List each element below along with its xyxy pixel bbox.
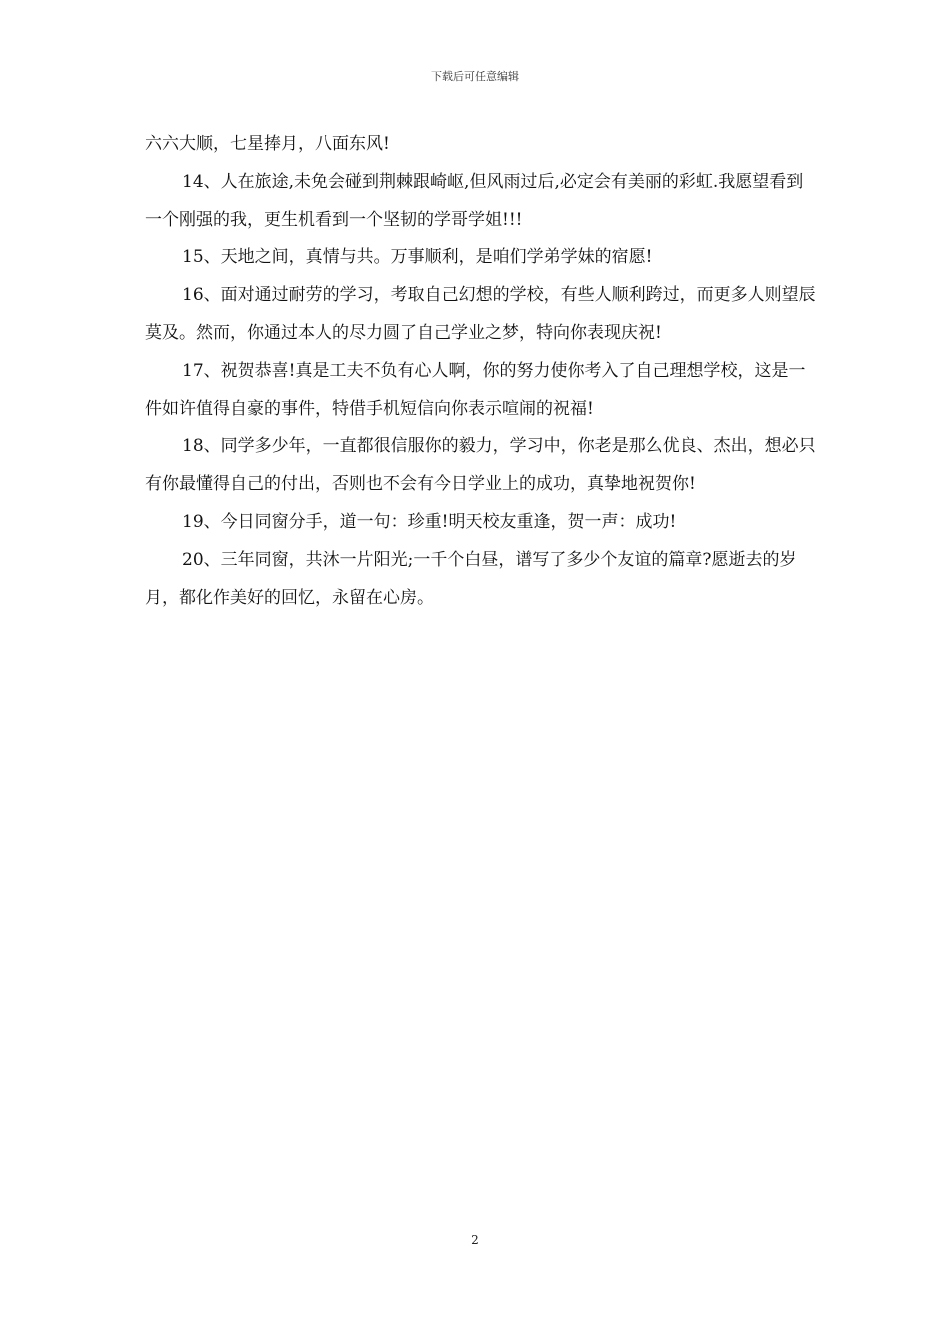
paragraph-item-20: 20、三年同窗，共沐一片阳光;一千个白昼，谱写了多少个友谊的篇章?愿逝去的岁月，都化作美好的回忆，永留在心房。 bbox=[145, 549, 797, 608]
paragraph-item-18: 18、同学多少年，一直都很信服你的毅力，学习中，你老是那么优良、杰出，想必只有你最懂得自己的付出，否则也不会有今日学业上的成功，真挚地祝贺你! bbox=[145, 436, 816, 495]
paragraph-item-19: 19、今日同窗分手，道一句：珍重!明天校友重逢，贺一声：成功! bbox=[182, 511, 677, 532]
page-header: 下载后可任意编辑 bbox=[431, 70, 519, 83]
paragraph-item-17: 17、祝贺恭喜!真是工夫不负有心人啊，你的努力使你考入了自己理想学校，这是一件如许值得自豪的事件，特借手机短信向你表示喧闹的祝福! bbox=[145, 360, 806, 419]
paragraph-item-15: 15、天地之间，真情与共。万事顺利，是咱们学弟学妹的宿愿! bbox=[182, 247, 653, 268]
paragraph-item-16: 16、面对通过耐劳的学习，考取自己幻想的学校，有些人顺利跨过，而更多人则望辰莫及。然而，你通过本人的尽力圆了自己学业之梦，特向你表现庆祝! bbox=[145, 285, 816, 343]
page-number: 2 bbox=[471, 1233, 479, 1247]
paragraph-continuation: 六六大顺，七星捧月，八面东风! bbox=[145, 134, 390, 154]
paragraph-item-14: 14、人在旅途,未免会碰到荆棘跟崎岖,但风雨过后,必定会有美丽的彩虹.我愿望看到一个刚强的我，更生机看到一个坚韧的学哥学姐!!! bbox=[145, 171, 804, 230]
document-body bbox=[145, 126, 817, 617]
